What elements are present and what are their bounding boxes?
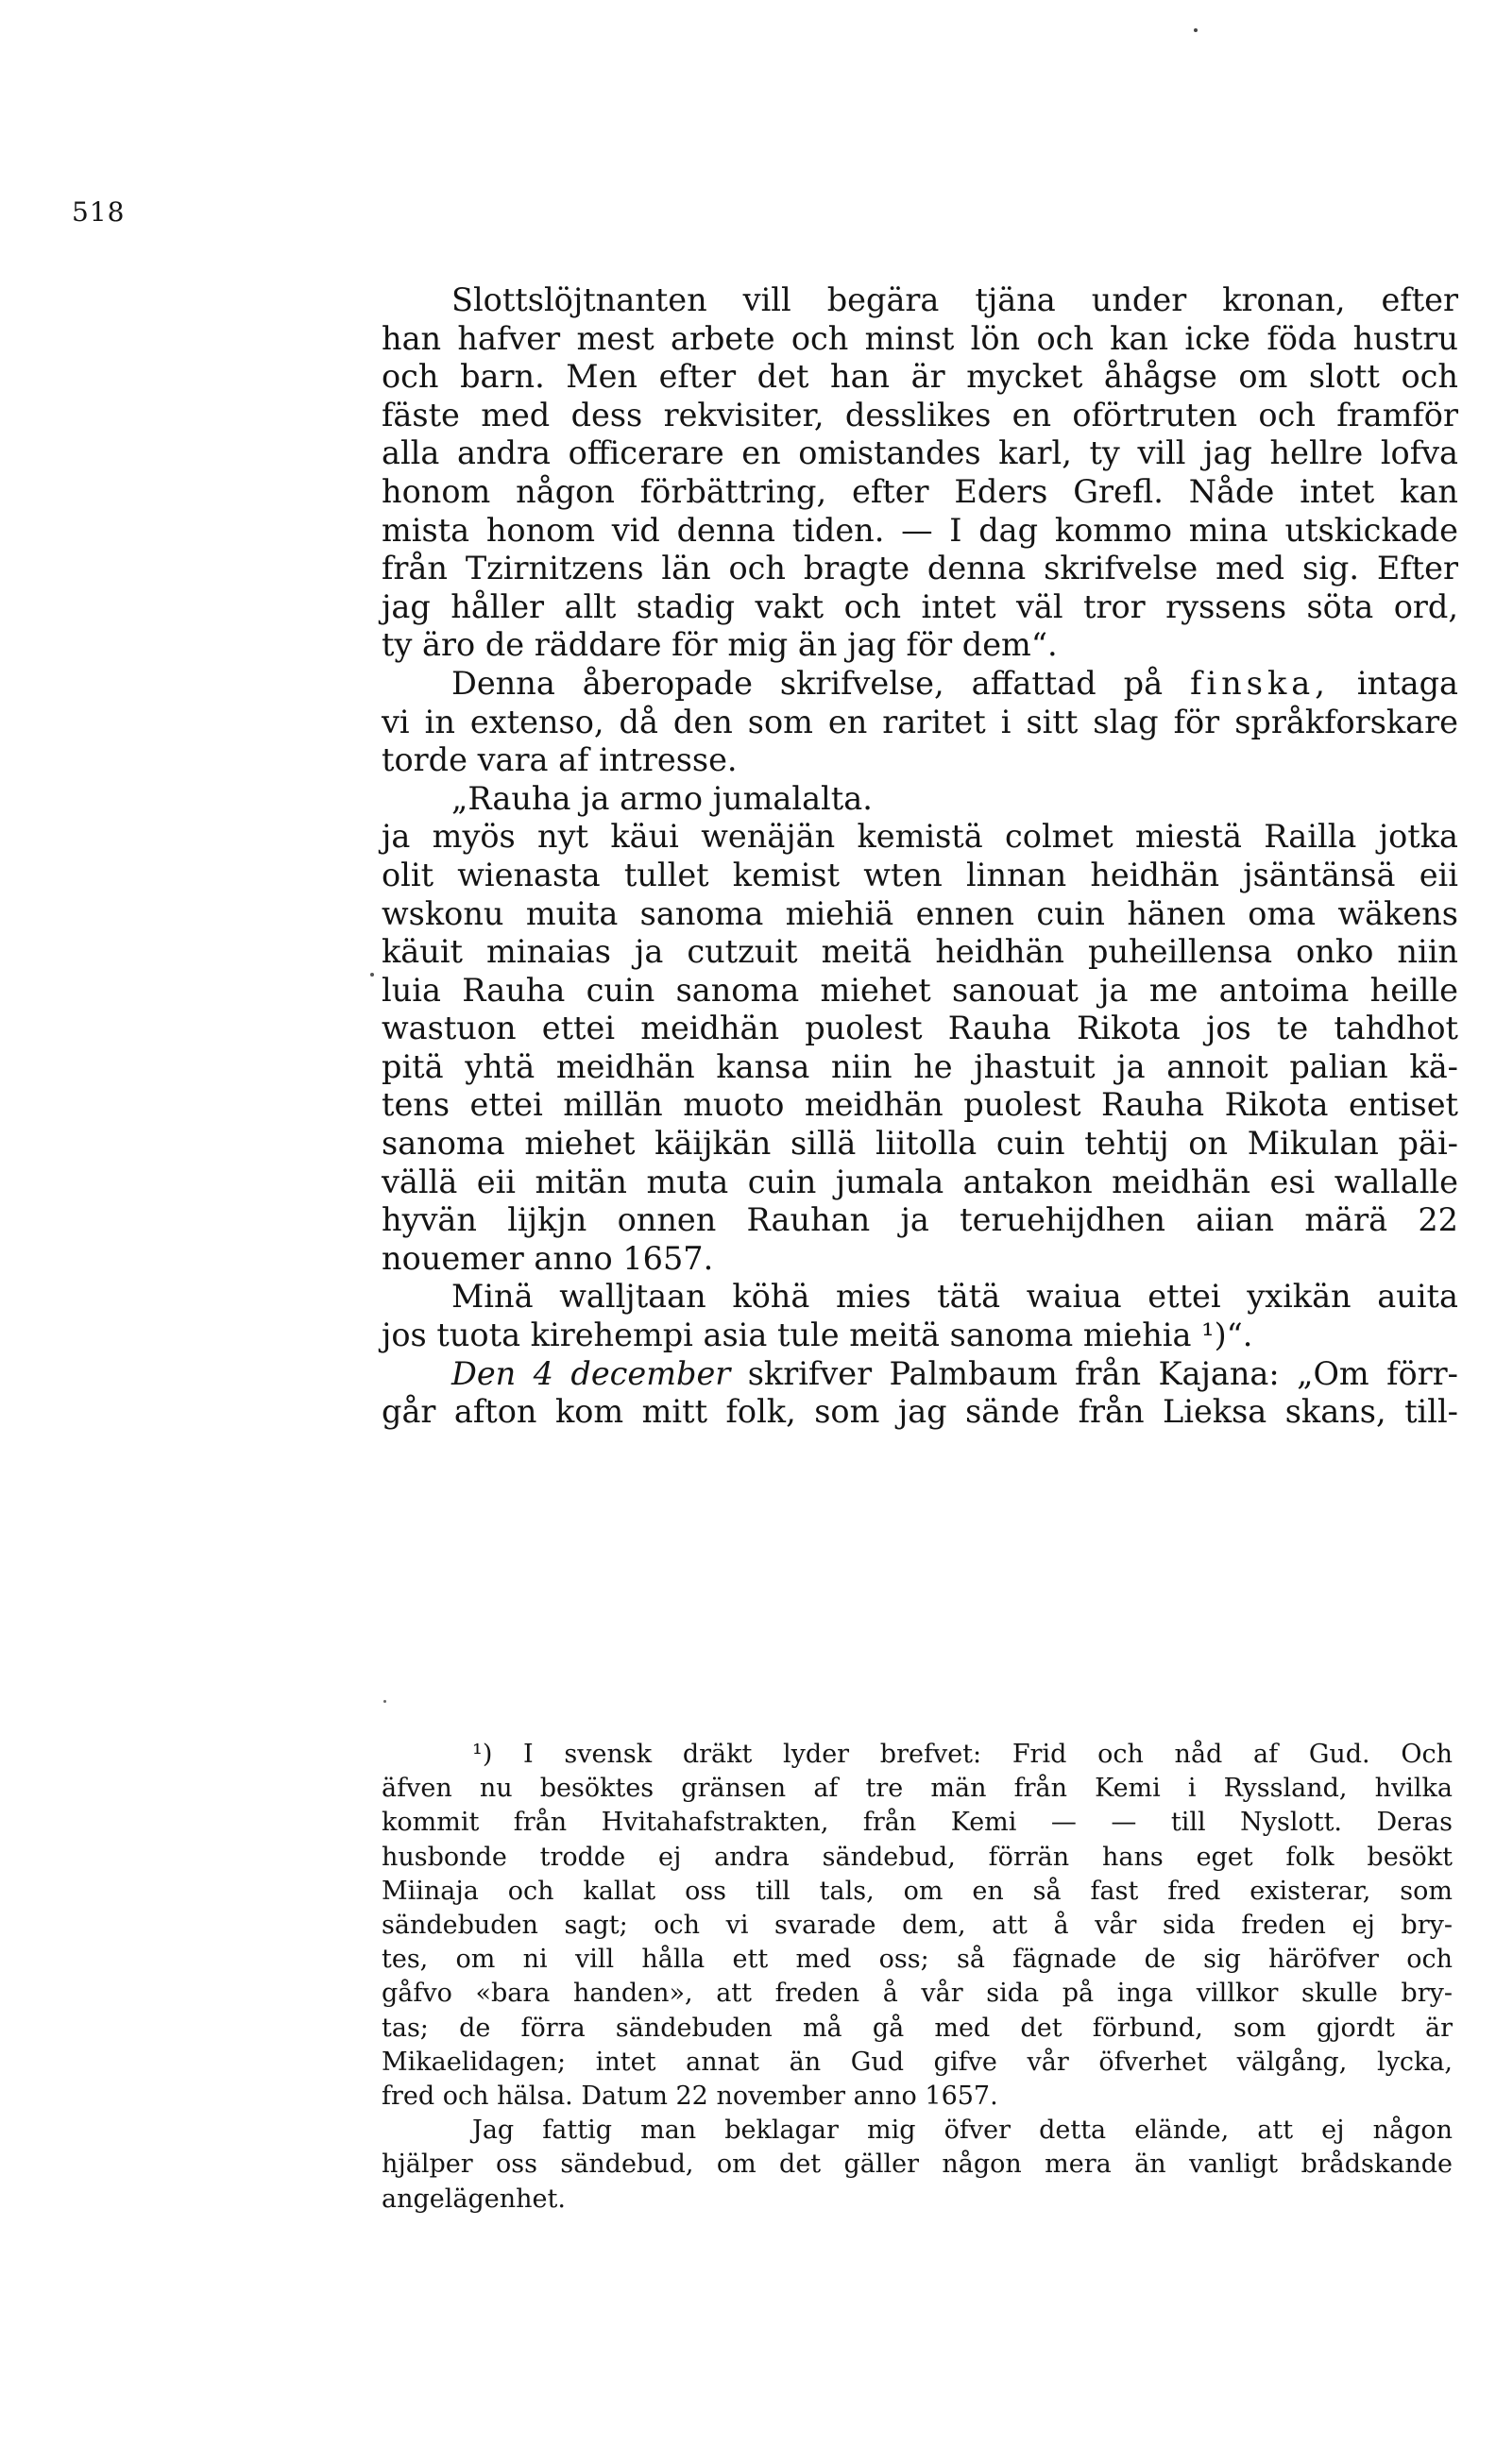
page-number: 518 [72, 196, 126, 228]
letter-line: tens ettei millän muoto meidhän puolest Rauha Rikota entiset [382, 1086, 1458, 1124]
letter-line: nouemer anno 1657. [382, 1239, 714, 1277]
letter-line: hyvän lijkjn onnen Rauhan ja teruehijdhen aiian märä 22 [382, 1201, 1458, 1239]
letter-line: Minä walljtaan köhä mies tätä waiua ettei yxikän auita [451, 1278, 1458, 1316]
letter-line: sanoma miehet käijkän sillä liitolla cuin tehtij on Mikulan päi- [382, 1125, 1458, 1163]
letter-line: wskonu muita sanoma miehiä ennen cuin hänen oma wäkens [382, 894, 1458, 932]
text-line: honom någon förbättring, efter Eders Grefl. Nåde intet kan [382, 472, 1458, 510]
footnote-line: husbonde trodde ej andra sändebud, förrän hans eget folk besökt [382, 1842, 1453, 1872]
italic-date: Den 4 december [451, 1354, 731, 1392]
margin-mark [370, 973, 374, 977]
letter-line: jos tuota kirehempi asia tule meitä sanoma miehia ¹)“. [382, 1317, 1253, 1354]
letter-line: käuit minaias ja cutzuit meitä heidhän puheillensa onko niin [382, 933, 1458, 971]
letter-line: ja myös nyt käui wenäjän kemistä colmet miestä Railla jotka [382, 818, 1458, 856]
letter-heading: „Rauha ja armo jumalalta. [451, 779, 873, 817]
footnote-line: kommit från Hvitahafstrakten, från Kemi — — till Nyslott. Deras [382, 1808, 1453, 1838]
text-segment: Denna åberopade skrifvelse, affattad på [451, 664, 1164, 702]
text-line: från Tzirnitzens län och bragte denna skrifvelse med sig. Efter [382, 550, 1458, 587]
letter-line: wastuon ettei meidhän puolest Rauha Rikota jos te tahdhot [382, 1010, 1458, 1047]
text-line: han hafver mest arbete och minst lön och kan icke föda hustru [382, 319, 1458, 357]
letter-line: pitä yhtä meidhän kansa niin he jhastuit ja annoit palian kä- [382, 1047, 1458, 1085]
spaced-word: finska, [1190, 664, 1330, 702]
footnote-line: tas; de förra sändebuden må gå med det förbund, som gjordt är [382, 2013, 1453, 2043]
text-line: jag håller allt stadig vakt och intet väl tror ryssens söta ord, [382, 587, 1458, 625]
main-text [382, 281, 1458, 1432]
footnote-line: fred och hälsa. Datum 22 november anno 1657. [382, 2082, 998, 2112]
letter-line: olit wienasta tullet kemist wten linnan heidhän jsäntänsä eii [382, 856, 1458, 893]
letter-line: luia Rauha cuin sanoma miehet sanouat ja me antoima heille [382, 971, 1458, 1009]
footnote-separator [383, 1700, 386, 1703]
text-line: och barn. Men efter det han är mycket åhågse om slott och [382, 358, 1458, 396]
letter-line: vällä eii mitän muta cuin jumala antakon meidhän esi wallalle [382, 1163, 1458, 1200]
text-segment: skrifver Palmbaum från Kajana: „Om förr- [747, 1354, 1458, 1392]
footnote-line: Miinaja och kallat oss till tals, om en så fast fred existerar, som [382, 1876, 1453, 1906]
footnote-line: sändebuden sagt; och vi svarade dem, att å vår sida freden ej bry- [382, 1911, 1453, 1941]
footnote-line: ¹) I svensk dräkt lyder brefvet: Frid och nåd af Gud. Och [472, 1740, 1453, 1769]
text-line: fäste med dess rekvisiter, desslikes en oförtruten och framför [382, 396, 1458, 433]
text-line: Slottslöjtnanten vill begära tjäna under kronan, efter [451, 281, 1458, 318]
footnote-line: Mikaelidagen; intet annat än Gud gifve vår öfverhet välgång, lycka, [382, 2047, 1453, 2077]
text-line-mixed [382, 1355, 1458, 1394]
footnote-line: Jag fattig man beklagar mig öfver detta elände, att ej någon [472, 2116, 1453, 2146]
text-line-mixed [382, 665, 1458, 704]
text-line: torde vara af intresse. [382, 741, 738, 779]
footnote-line: tes, om ni vill hålla ett med oss; så fägnade de sig häröfver och [382, 1945, 1453, 1975]
text-line: går afton kom mitt folk, som jag sände från Lieksa skans, till- [382, 1393, 1458, 1431]
text-segment: intaga [1356, 664, 1459, 702]
footnote [382, 1738, 1453, 2217]
text-line: mista honom vid denna tiden. — I dag kommo mina utskickade [382, 511, 1458, 549]
footnote-line: äfven nu besöktes gränsen af tre män från Kemi i Ryssland, hvilka [382, 1774, 1453, 1804]
text-line: alla andra officerare en omistandes karl, ty vill jag hellre lofva [382, 434, 1458, 472]
footnote-line: angelägenhet. [382, 2184, 566, 2214]
text-line: vi in extenso, då den som en raritet i sitt slag för språkforskare [382, 703, 1458, 740]
text-line: ty äro de räddare för mig än jag för dem“. [382, 626, 1058, 664]
footnote-line: gåfvo «bara handen», att freden å vår sida på inga villkor skulle bry- [382, 1979, 1453, 2009]
footnote-line: hjälper oss sändebud, om det gäller någon mera än vanligt brådskande [382, 2150, 1453, 2180]
scan-mark [1194, 28, 1198, 32]
